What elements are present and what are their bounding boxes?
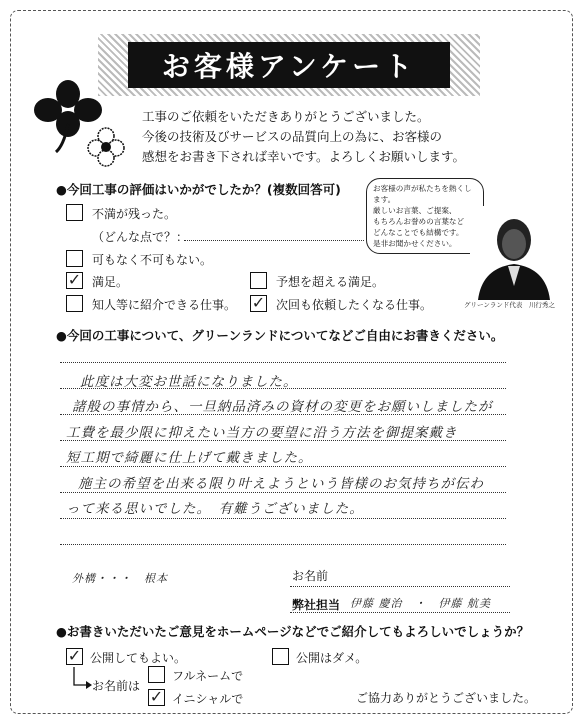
bubble-line-4: どんなことでも結構です。 <box>373 228 464 237</box>
name-format-label: お名前は <box>92 679 141 693</box>
option-recommendable-label: 知人等に紹介できる仕事。 <box>92 298 237 312</box>
allow-publish-label: 公開してもよい。 <box>90 651 187 665</box>
checkbox-neutral[interactable] <box>66 250 83 267</box>
comment-line-6: って来る思いでした。 有難うございました。 <box>66 501 364 517</box>
bubble-line-5: 是非お聞かせください。 <box>373 239 457 248</box>
checkbox-satisfied[interactable]: ✓ <box>67 270 82 289</box>
writing-line <box>60 466 506 467</box>
bubble-line-2: 厳しいお言葉、ご提案、 <box>373 206 457 215</box>
detail-line <box>184 240 364 241</box>
checkbox-deny-publish[interactable] <box>272 648 289 665</box>
checkbox-recommendable[interactable] <box>66 295 83 312</box>
deny-publish-label: 公開はダメ。 <box>296 651 368 665</box>
writing-line <box>60 492 506 493</box>
option-request-again-label: 次回も依頼したくなる仕事。 <box>276 298 433 312</box>
checkbox-beyond-expectation[interactable] <box>250 272 267 289</box>
checkbox-request-again[interactable]: ✓ <box>251 293 266 312</box>
closing-message: ご協力ありがとうございました。 <box>356 691 537 705</box>
writing-line <box>60 362 506 363</box>
name-line <box>290 586 510 587</box>
q3-heading: ●お書きいただいたご意見をホームページなどでご紹介してもよろしいでしょうか？ <box>56 624 530 639</box>
comment-line-1: 此度は大変お世話になりました。 <box>80 374 298 390</box>
option-neutral-label: 可もなく不可もない。 <box>92 253 213 267</box>
writing-line <box>60 518 506 519</box>
initials-label: イニシャルで <box>172 692 244 706</box>
intro-line-2: 今後の技術及びサービスの品質向上の為に、お客様の <box>142 129 443 144</box>
bubble-line-3: もちろんお誉めの言葉など <box>373 217 465 226</box>
intro-line-3: 感想をお書き下されば幸いです。よろしくお願いします。 <box>142 149 466 164</box>
detail-prompt: （どんな点で？： <box>92 230 189 244</box>
intro-line-1: 工事のご依頼をいただきありがとうございました。 <box>142 109 430 124</box>
speech-bubble <box>366 178 484 254</box>
clover-illustration <box>26 80 136 190</box>
checkbox-allow-publish[interactable]: ✓ <box>67 646 82 665</box>
comment-line-5: 施主の希望を出来る限り叶えようという皆様のお気持ちが伝わ <box>78 476 484 492</box>
page-title: お客様アンケート <box>128 42 450 88</box>
comment-line-4: 短工期で綺麗に仕上げて戴きました。 <box>66 450 313 466</box>
checkbox-initials[interactable]: ✓ <box>149 687 164 706</box>
comment-line-2: 諸般の事情から、一旦納品済みの資材の変更をお願いしましたが <box>72 399 493 415</box>
fullname-label: フルネームで <box>172 669 244 683</box>
customer-name-handwritten: 外構・・・ 根本 <box>72 572 168 585</box>
writing-line <box>60 544 506 545</box>
staff-label: 弊社担当 <box>292 598 341 612</box>
checkbox-fullname[interactable] <box>148 666 165 683</box>
option-dissatisfied-label: 不満が残った。 <box>92 207 177 221</box>
bubble-line-1: お客様の声が私たちを熱くします。 <box>373 184 472 204</box>
option-beyond-expectation-label: 予想を超える満足。 <box>276 275 385 289</box>
branch-arrow <box>72 667 94 691</box>
representative-caption: グリーンランド代表 川行秀之 <box>464 301 555 309</box>
representative-photo <box>470 206 558 300</box>
name-label: お名前 <box>292 569 329 583</box>
option-satisfied-label: 満足。 <box>92 275 129 289</box>
q1-heading: ●今回工事の評価はいかがでしたか？(複数回答可) <box>56 182 341 197</box>
q2-heading: ●今回の工事について、グリーンランドについてなどご自由にお書きください。 <box>56 328 504 343</box>
staff-names: 伊藤 慶治 ・ 伊藤 航美 <box>350 597 491 610</box>
comment-line-3: 工費を最少限に抑えたい当方の要望に沿う方法を御提案戴き <box>66 425 458 441</box>
staff-line <box>290 612 510 613</box>
checkbox-dissatisfied[interactable] <box>66 204 83 221</box>
